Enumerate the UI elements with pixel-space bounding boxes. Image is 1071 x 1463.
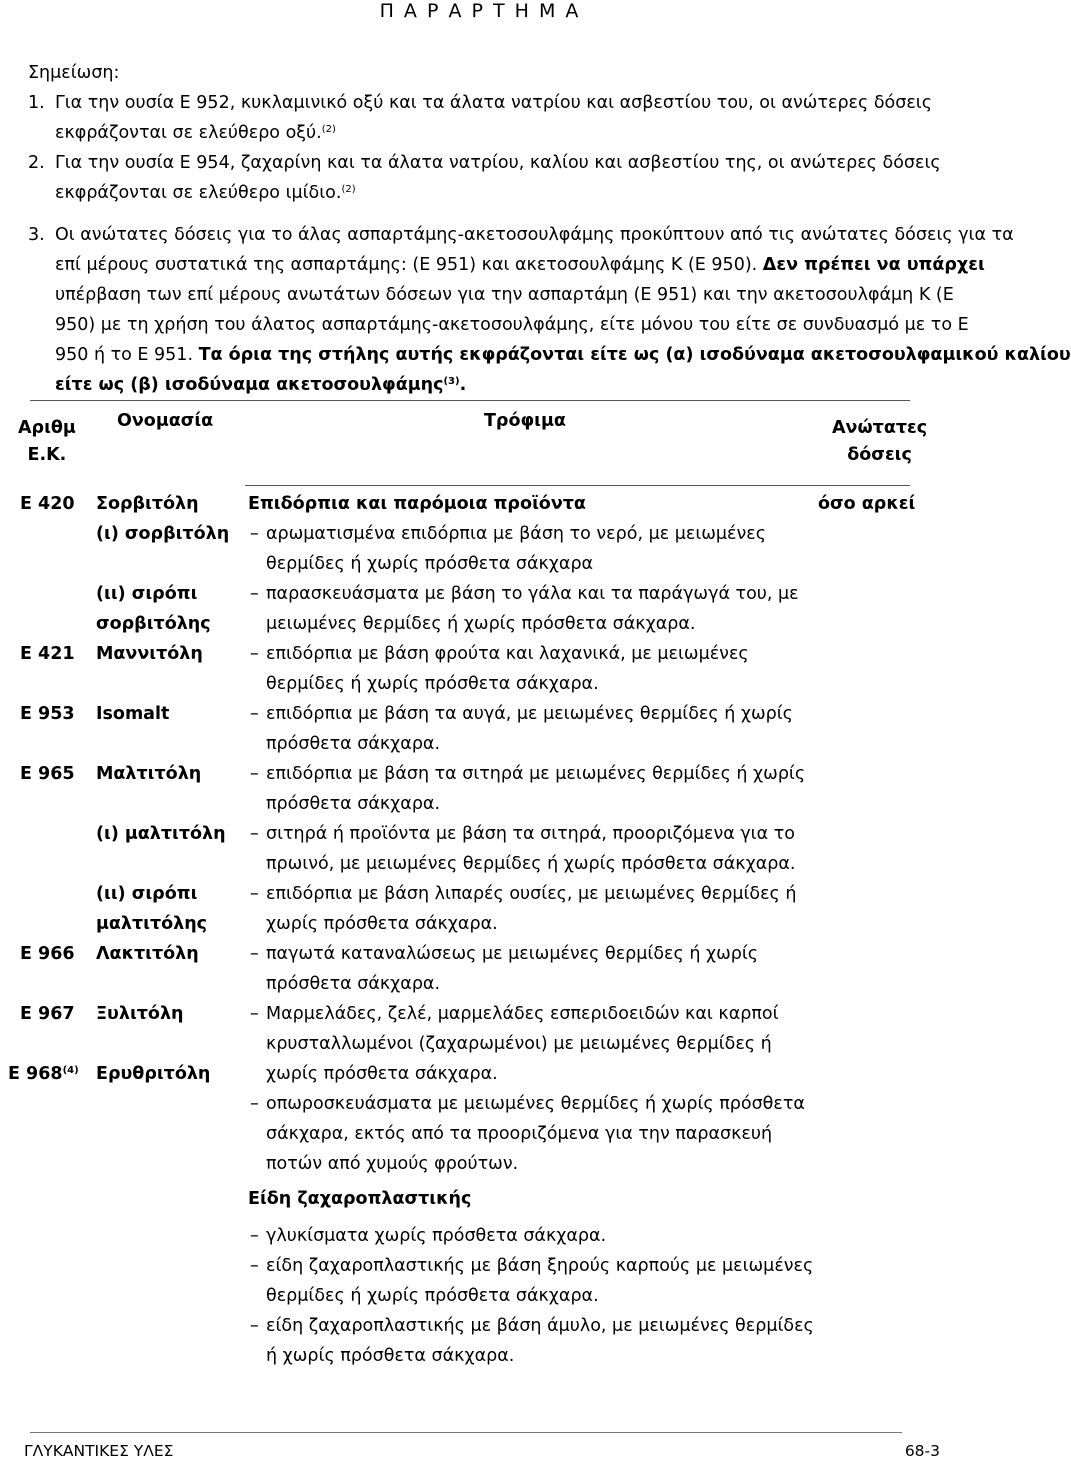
note-3-number: 3.: [28, 225, 45, 245]
e-number-965: Ε 965: [20, 764, 75, 784]
note-3-line-2: επί μέρους συστατικά της ασπαρτάμης: (Ε 951) και ακετοσουλφάμης Κ (Ε 950). Δεν πρέπει να υπάρχει: [55, 255, 985, 275]
footer-rule: [30, 1432, 902, 1433]
name-sorbitol-ii-line-2: σορβιτόλης: [96, 614, 211, 634]
food-category-desserts: Επιδόρπια και παρόμοια προϊόντα: [248, 494, 586, 514]
food-item-9-line-1: Μαρμελάδες, ζελέ, μαρμελάδες εσπεριδοειδών και καρποί: [266, 1004, 779, 1024]
food-item-9-line-2: κρυσταλλωμένοι (ζαχαρωμένοι) με μειωμένες θερμίδες ή: [266, 1034, 772, 1054]
note-2-line-2: εκφράζονται σε ελεύθερο ιμίδιο.$^{(2)}$: [55, 183, 356, 203]
note-2-line-1: Για την ουσία Ε 954, ζαχαρίνη και τα άλατα νατρίου, καλίου και ασβεστίου της, οι ανώτερες δόσεις: [55, 153, 941, 173]
dash-bullet: –: [250, 644, 259, 664]
food-item-10-line-2: σάκχαρα, εκτός από τα προοριζόμενα για την παρασκευή: [266, 1124, 773, 1144]
name-maltitol-i: (ι) μαλτιτόλη: [96, 824, 226, 844]
food-item-10-line-1: οπωροσκευάσματα με μειωμένες θερμίδες ή χωρίς πρόσθετα: [266, 1094, 805, 1114]
col-header-name: Ονομασία: [117, 411, 214, 431]
name-maltitol-ii-line-1: (ιι) σιρόπι: [96, 884, 198, 904]
e-number-420: Ε 420: [20, 494, 75, 514]
header-top-rule: [30, 400, 910, 401]
dash-bullet: –: [250, 1316, 259, 1336]
food-item-4-line-2: πρόσθετα σάκχαρα.: [266, 734, 441, 754]
name-lactitol: Λακτιτόλη: [96, 944, 199, 964]
name-sorbitol-i: (ι) σορβιτόλη: [96, 524, 230, 544]
note-1-line-1: Για την ουσία Ε 952, κυκλαμινικό οξύ και τα άλατα νατρίου και ασβεστίου του, οι ανώτερες δόσεις: [55, 93, 932, 113]
food-item-1-line-2: θερμίδες ή χωρίς πρόσθετα σάκχαρα: [266, 554, 594, 574]
food-item-11-line-1: γλυκίσματα χωρίς πρόσθετα σάκχαρα.: [266, 1226, 607, 1246]
food-item-9-line-3: χωρίς πρόσθετα σάκχαρα.: [266, 1064, 498, 1084]
dash-bullet: –: [250, 584, 259, 604]
page-title: Π Α Ρ Α Ρ Τ Η Μ Α: [379, 0, 581, 22]
dash-bullet: –: [250, 764, 259, 784]
food-item-13-line-2: ή χωρίς πρόσθετα σάκχαρα.: [266, 1346, 515, 1366]
dash-bullet: –: [250, 1226, 259, 1246]
note-3-line-1: Οι ανώτατες δόσεις για το άλας ασπαρτάμης-ακετοσουλφάμης προκύπτουν από τις ανώτατες δόσεις για τα: [55, 225, 1014, 245]
note-1-number: 1.: [28, 93, 45, 113]
food-item-7-line-1: επιδόρπια με βάση λιπαρές ουσίες, με μειωμένες θερμίδες ή: [266, 884, 797, 904]
name-maltitol-ii-line-2: μαλτιτόλης: [96, 914, 208, 934]
dash-bullet: –: [250, 1256, 259, 1276]
name-sorbitol-ii-line-1: (ιι) σιρόπι: [96, 584, 198, 604]
col-header-max-dose: Ανώτατες δόσεις: [832, 418, 928, 465]
food-item-3-line-1: επιδόρπια με βάση φρούτα και λαχανικά, με μειωμένες: [266, 644, 749, 664]
note-3-line-3: υπέρβαση των επί μέρους ανωτάτων δόσεων για την ασπαρτάμη (Ε 951) και την ακετοσουλφάμη Κ (Ε: [55, 285, 954, 305]
dash-bullet: –: [250, 944, 259, 964]
food-item-10-line-3: ποτών από χυμούς φρούτων.: [266, 1154, 519, 1174]
name-maltitol: Μαλτιτόλη: [96, 764, 202, 784]
food-item-12-line-1: είδη ζαχαροπλαστικής με βάση ξηρούς καρπούς με μειωμένες: [266, 1256, 814, 1276]
food-item-5-line-2: πρόσθετα σάκχαρα.: [266, 794, 441, 814]
e-number-966: Ε 966: [20, 944, 75, 964]
note-3-line-5: 950 ή το Ε 951. Τα όρια της στήλης αυτής εκφράζονται είτε ως (α) ισοδύναμα ακετοσουλφαμικού καλίου: [55, 345, 1071, 365]
food-item-13-line-1: είδη ζαχαροπλαστικής με βάση άμυλο, με μειωμένες θερμίδες: [266, 1316, 814, 1336]
name-erythritol: Ερυθριτόλη: [96, 1064, 211, 1084]
e-number-421: Ε 421: [20, 644, 75, 664]
food-item-8-line-1: παγωτά καταναλώσεως με μειωμένες θερμίδες ή χωρίς: [266, 944, 759, 964]
food-item-6-line-2: πρωινό, με μειωμένες θερμίδες ή χωρίς πρόσθετα σάκχαρα.: [266, 854, 796, 874]
food-category-confectionery: Είδη ζαχαροπλαστικής: [248, 1189, 472, 1209]
food-item-6-line-1: σιτηρά ή προϊόντα με βάση τα σιτηρά, προοριζόμενα για το: [266, 824, 795, 844]
dash-bullet: –: [250, 884, 259, 904]
food-item-8-line-2: πρόσθετα σάκχαρα.: [266, 974, 441, 994]
note-3-line-4: 950) με τη χρήση του άλατος ασπαρτάμης-ακετοσουλφάμης, είτε μόνου του είτε σε συνδυασμό με το Ε: [55, 315, 969, 335]
note-1-line-2: εκφράζονται σε ελεύθερο οξύ.$^{(2)}$: [55, 123, 336, 143]
name-xylitol: Ξυλιτόλη: [96, 1004, 184, 1024]
footer-page-number: 68-3: [904, 1442, 940, 1460]
dash-bullet: –: [250, 524, 259, 544]
e-number-953: Ε 953: [20, 704, 75, 724]
food-item-7-line-2: χωρίς πρόσθετα σάκχαρα.: [266, 914, 498, 934]
name-isomalt: Isomalt: [96, 704, 170, 724]
food-item-4-line-1: επιδόρπια με βάση τα αυγά, με μειωμένες θερμίδες ή χωρίς: [266, 704, 793, 724]
dash-bullet: –: [250, 704, 259, 724]
dash-bullet: –: [250, 824, 259, 844]
note-2-number: 2.: [28, 153, 45, 173]
notes-heading: Σημείωση:: [28, 63, 120, 83]
e-number-967: Ε 967: [20, 1004, 75, 1024]
col-header-number: Αριθμ Ε.Κ.: [18, 418, 76, 465]
col-header-foods: Τρόφιμα: [484, 411, 566, 431]
food-item-5-line-1: επιδόρπια με βάση τα σιτηρά με μειωμένες θερμίδες ή χωρίς: [266, 764, 806, 784]
header-bottom-rule: [245, 485, 910, 486]
footer-title: ΓΛΥΚΑΝΤΙΚΕΣ ΥΛΕΣ: [24, 1442, 174, 1460]
name-mannitol: Μαννιτόλη: [96, 644, 203, 664]
name-sorbitol: Σορβιτόλη: [96, 494, 199, 514]
e-number-968: Ε 968$^{(4)}$: [8, 1064, 79, 1084]
food-item-3-line-2: θερμίδες ή χωρίς πρόσθετα σάκχαρα.: [266, 674, 599, 694]
food-item-12-line-2: θερμίδες ή χωρίς πρόσθετα σάκχαρα.: [266, 1286, 599, 1306]
note-3-line-6: είτε ως (β) ισοδύναμα ακετοσουλφάμης$^{(3)}$.: [55, 375, 467, 395]
dash-bullet: –: [250, 1094, 259, 1114]
food-item-2-line-1: παρασκευάσματα με βάση το γάλα και τα παράγωγά του, με: [266, 584, 799, 604]
food-item-1-line-1: αρωματισμένα επιδόρπια με βάση το νερό, με μειωμένες: [266, 524, 766, 544]
dash-bullet: –: [250, 1004, 259, 1024]
food-item-2-line-2: μειωμένες θερμίδες ή χωρίς πρόσθετα σάκχαρα.: [266, 614, 696, 634]
max-dose-value: όσο αρκεί: [818, 494, 916, 514]
